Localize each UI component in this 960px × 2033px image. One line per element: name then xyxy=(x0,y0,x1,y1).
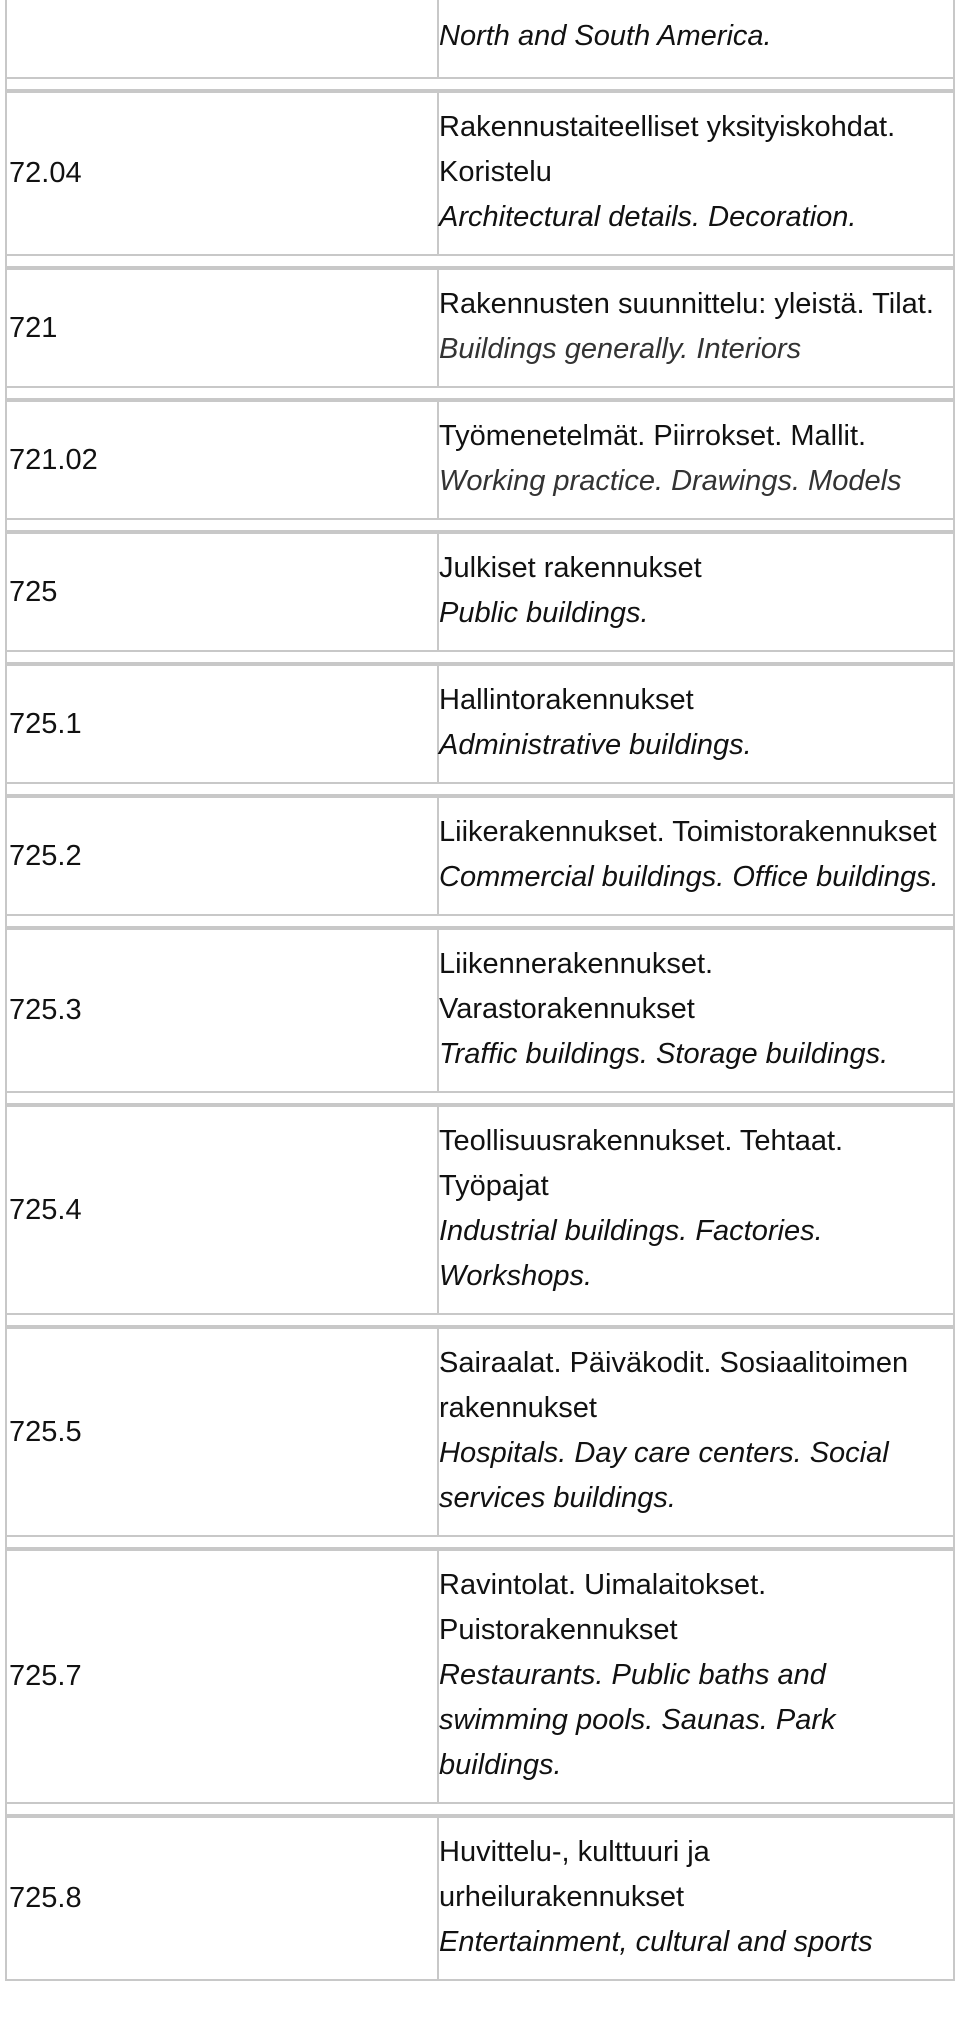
description-fi: Huvittelu-, kulttuuri ja urheilurakennukset xyxy=(439,1836,710,1913)
class-description xyxy=(439,1549,953,1804)
table-row xyxy=(7,0,953,79)
class-code: 725.3 xyxy=(7,928,439,1093)
description-en: Entertainment, cultural and sports xyxy=(439,1926,873,1958)
class-code: 725.2 xyxy=(7,796,439,916)
description-en: Restaurants. Public baths and swimming pools. Saunas. Park buildings. xyxy=(439,1659,836,1781)
table-row xyxy=(7,1549,953,1804)
class-description xyxy=(439,400,953,520)
table-row xyxy=(7,268,953,388)
description-en: Traffic buildings. Storage buildings. xyxy=(439,1038,889,1070)
description-fi: Rakennustaiteelliset yksityiskohdat. Koristelu xyxy=(439,111,896,188)
description-en: Hospitals. Day care centers. Social services buildings. xyxy=(439,1437,889,1514)
description-fi: Sairaalat. Päiväkodit. Sosiaalitoimen rakennukset xyxy=(439,1347,909,1424)
class-description xyxy=(439,1105,953,1315)
description-fi: Työmenetelmät. Piirrokset. Mallit. xyxy=(439,420,867,452)
description-en: Industrial buildings. Factories. Workshops. xyxy=(439,1215,823,1292)
class-code: 725.5 xyxy=(7,1327,439,1537)
table-row xyxy=(7,1816,953,1981)
table-row xyxy=(7,664,953,784)
description-fi: Hallintorakennukset xyxy=(439,684,694,716)
class-code: 721.02 xyxy=(7,400,439,520)
class-description xyxy=(439,664,953,784)
class-description xyxy=(439,796,953,916)
class-code: 725.1 xyxy=(7,664,439,784)
class-description xyxy=(439,268,953,388)
class-code: 72.04 xyxy=(7,91,439,256)
class-code: 725.8 xyxy=(7,1816,439,1981)
class-description xyxy=(439,91,953,256)
description-fi: Liikennerakennukset. Varastorakennukset xyxy=(439,948,714,1025)
description-en: Administrative buildings. xyxy=(439,729,752,761)
description-en: Public buildings. xyxy=(439,597,649,629)
table-row xyxy=(7,1327,953,1537)
description-en: Commercial buildings. Office buildings. xyxy=(439,861,939,893)
table-row xyxy=(7,1105,953,1315)
description-fi: Rakennusten suunnittelu: yleistä. Tilat. xyxy=(439,288,934,320)
table-row xyxy=(7,532,953,652)
table-row xyxy=(7,928,953,1093)
description-fi: Julkiset rakennukset xyxy=(439,552,702,584)
class-description xyxy=(439,1327,953,1537)
description-fi: Teollisuusrakennukset. Tehtaat. Työpajat xyxy=(439,1125,844,1202)
description-en: Architectural details. Decoration. xyxy=(439,201,857,233)
class-code: 725 xyxy=(7,532,439,652)
class-code xyxy=(7,0,439,79)
class-description xyxy=(439,0,953,79)
table-row xyxy=(7,796,953,916)
class-code: 725.7 xyxy=(7,1549,439,1804)
class-description xyxy=(439,532,953,652)
class-code: 725.4 xyxy=(7,1105,439,1315)
description-fi: Liikerakennukset. Toimistorakennukset xyxy=(439,816,937,848)
description-en: Working practice. Drawings. Models xyxy=(439,465,902,497)
table-row xyxy=(7,91,953,256)
class-description xyxy=(439,1816,953,1981)
table-row xyxy=(7,400,953,520)
description-fi: Ravintolat. Uimalaitokset. Puistorakennukset xyxy=(439,1569,767,1646)
description-en: North and South America. xyxy=(439,20,772,52)
description-en: Buildings generally. Interiors xyxy=(439,333,802,365)
class-code: 721 xyxy=(7,268,439,388)
class-description xyxy=(439,928,953,1093)
classification-table xyxy=(5,0,955,1981)
